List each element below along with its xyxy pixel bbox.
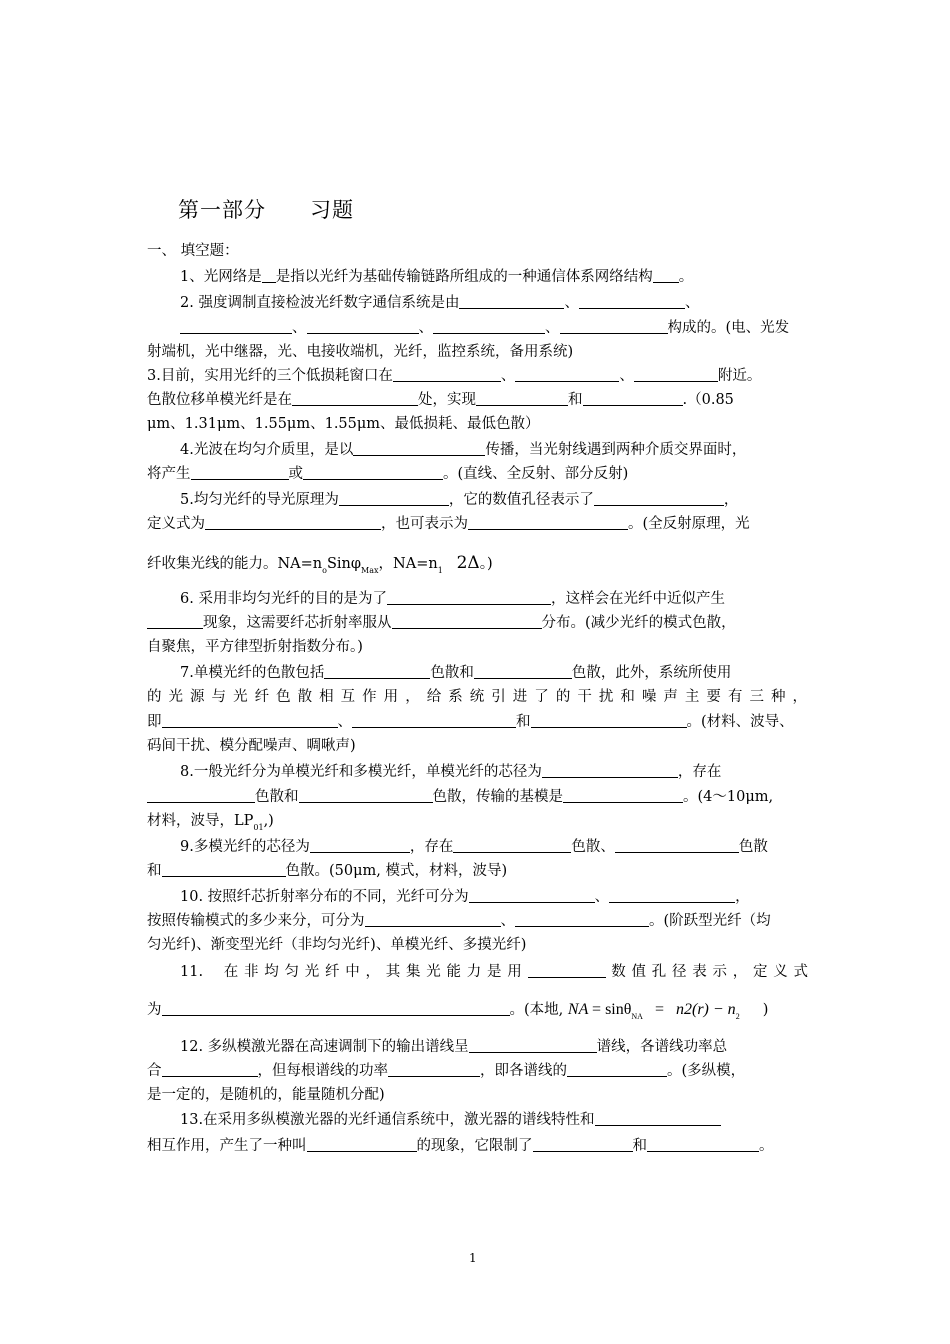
question-7: 7.单模光纤的色散包括 色散和 色散，此外，系统所使用 — [180, 665, 732, 681]
blank[interactable] — [292, 390, 418, 406]
blank[interactable] — [353, 440, 485, 456]
blank[interactable] — [162, 712, 338, 728]
question-5-line2: 定义式为 ，也可表示为 。(全反射原理，光 — [147, 516, 750, 532]
na-formula: NA = sinθ$_{NA}$ = $n2(r) - n_2$ — [567, 1001, 740, 1021]
question-4: 4.光波在均匀介质里，是以 传播，当光射线遇到两种介质交界面时， — [180, 442, 747, 458]
blank[interactable] — [567, 1061, 667, 1077]
blank[interactable] — [515, 366, 619, 382]
question-12-answer: 是一定的，是随机的，能量随机分配) — [147, 1087, 385, 1103]
blank[interactable] — [653, 267, 679, 283]
blank[interactable] — [388, 1061, 480, 1077]
question-9: 9.多模光纤的芯径为 ，存在 色散、 色散 — [180, 839, 768, 855]
blank[interactable] — [542, 762, 678, 778]
question-10-line2: 按照传输模式的多少来分，可分为 、 。(阶跃型光纤（均 — [147, 913, 771, 929]
blank[interactable] — [299, 787, 433, 803]
blank[interactable] — [303, 464, 443, 480]
blank[interactable] — [647, 1136, 759, 1152]
blank[interactable] — [528, 962, 606, 978]
question-4-line2: 将产生 或 。(直线、全反射、部分反射) — [147, 466, 629, 482]
blank[interactable] — [191, 464, 289, 480]
question-8-line2: 色散和 色散，传输的基模是 。(4～10μm, — [147, 787, 807, 807]
blank[interactable] — [352, 712, 516, 728]
blank[interactable] — [205, 514, 381, 530]
question-5: 5.均匀光纤的导光原理为 ，它的数值孔径表示了 ， — [180, 492, 739, 508]
blank[interactable] — [162, 1000, 510, 1016]
blank[interactable] — [339, 490, 449, 506]
question-13: 13.在采用多纵模激光器的光纤通信系统中，激光器的谱线特性和 — [180, 1110, 808, 1130]
question-11: 11. 在非均匀光纤中，其集光能力是用 数值孔径表示，定义式 — [180, 964, 809, 980]
blank[interactable] — [609, 887, 735, 903]
question-6: 6. 采用非均匀光纤的目的是为了 ，这样会在光纤中近似产生 — [180, 591, 725, 607]
question-3: 3.目前，实用光纤的三个低损耗窗口在 、 、 附近。 — [147, 368, 762, 384]
blank[interactable] — [310, 837, 410, 853]
question-7-answer: 码间干扰、模分配噪声、啁啾声) — [147, 738, 356, 754]
blank[interactable] — [469, 1037, 597, 1053]
blank[interactable] — [533, 1136, 633, 1152]
question-3-line2: 色散位移单模光纤是在 处，实现 和 .（0.85 — [147, 392, 734, 408]
question-5-answer: 纤收集光线的能力。$NA=n_oSin\varphi_{Max}$，$NA=n_1$ 2Δ。) — [147, 553, 493, 575]
blank[interactable] — [474, 663, 572, 679]
blank[interactable] — [583, 390, 683, 406]
blank[interactable] — [579, 293, 685, 309]
question-9-line2: 和 色散。(50μm, 模式，材料，波导) — [147, 863, 508, 879]
blank[interactable] — [392, 613, 542, 629]
blank[interactable] — [469, 887, 595, 903]
blank[interactable] — [262, 267, 276, 283]
blank[interactable] — [453, 837, 571, 853]
blank[interactable] — [634, 366, 718, 382]
blank[interactable] — [476, 390, 568, 406]
page-number: 1 — [469, 1251, 477, 1265]
blank[interactable] — [515, 911, 649, 927]
blank[interactable] — [468, 514, 628, 530]
question-2: 2. 强度调制直接检波光纤数字通信系统是由 、 、 — [180, 295, 700, 311]
blank[interactable] — [531, 712, 687, 728]
question-12-line2: 合 ，但每根谱线的功率 ，即各谱线的 。(多纵模， — [147, 1063, 746, 1079]
question-13-line2: 相互作用，产生了一种叫 的现象，它限制了 和 。 — [147, 1138, 774, 1154]
question-1: 1、光网络是 是指以光纤为基础传输链路所组成的一种通信体系网络结构 。 — [180, 269, 694, 285]
question-11-line2: 为 。(本地, NA = sinθ$_{NA}$ = $n2(r) - n_2$ ) — [147, 1001, 769, 1021]
blank[interactable] — [180, 318, 292, 334]
question-7-line3: 即 、 和 。(材料、波导、 — [147, 714, 794, 730]
blank[interactable] — [162, 861, 286, 877]
blank[interactable] — [393, 366, 501, 382]
blank[interactable] — [459, 293, 564, 309]
question-6-answer: 自聚焦，平方律型折射指数分布。) — [147, 639, 363, 655]
question-8-answer: 材料，波导，$LP_{01}$,) — [147, 813, 274, 832]
blank[interactable] — [563, 787, 683, 803]
blank[interactable] — [162, 1061, 258, 1077]
question-6-line2: 现象，这需要纤芯折射率服从 分布。(减少光纤的模式色散， — [147, 613, 807, 633]
question-8: 8.一般光纤分为单模光纤和多模光纤，单模光纤的芯径为 ，存在 — [180, 764, 722, 780]
blank[interactable] — [560, 318, 668, 334]
question-12: 12. 多纵模激光器在高速调制下的输出谱线呈 谱线，各谱线功率总 — [180, 1039, 728, 1055]
blank[interactable] — [147, 787, 255, 803]
blank[interactable] — [365, 911, 501, 927]
blank[interactable] — [307, 318, 419, 334]
question-10: 10. 按照纤芯折射率分布的不同，光纤可分为 、 ， — [180, 889, 750, 905]
delta-formula: 2Δ — [456, 553, 480, 573]
question-10-answer: 匀光纤)、渐变型光纤（非均匀光纤)、单模光纤、多摸光纤) — [147, 937, 527, 953]
question-3-answer: μm、1.31μm、1.55μm、1.55μm、最低损耗、最低色散） — [147, 416, 540, 432]
blank[interactable] — [594, 490, 724, 506]
question-2-answer: 射端机，光中继器，光、电接收端机，光纤，监控系统，备用系统) — [147, 344, 574, 360]
question-2-line2: 、 、 、 构成的。(电、光发 — [180, 318, 808, 338]
section-heading: 一、 填空题： — [147, 243, 239, 259]
blank[interactable] — [307, 1136, 417, 1152]
blank[interactable] — [324, 663, 430, 679]
blank[interactable] — [615, 837, 739, 853]
question-7-line2: 的光源与光纤色散相互作用，给系统引进了的干扰和噪声主要有三种， — [147, 689, 807, 705]
page-title: 第一部分 习题 — [178, 198, 354, 222]
blank[interactable] — [595, 1110, 721, 1126]
blank[interactable] — [433, 318, 545, 334]
blank[interactable] — [387, 589, 551, 605]
blank[interactable] — [147, 613, 203, 629]
